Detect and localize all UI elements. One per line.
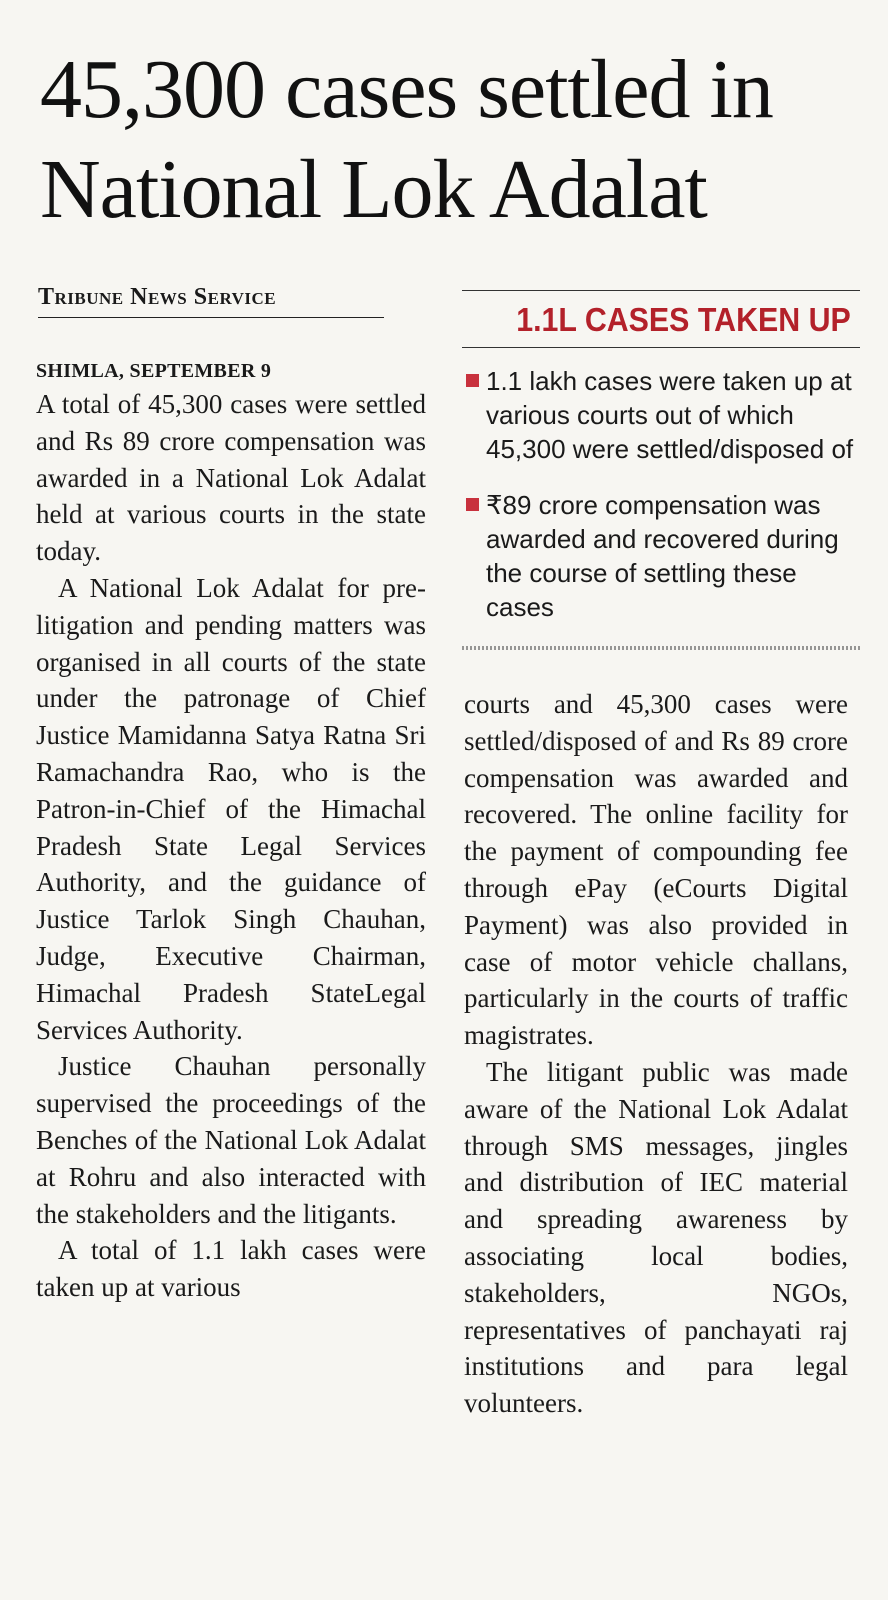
article-paragraph: courts and 45,300 cases were settled/disposed of and Rs 89 crore compensation was awarded and recovered. The online facility for the payment of compounding fee through ePay (eCourts Digital Payment) was also provided in case of motor vehicle challans, particularly in the courts of traffic magistrates. — [464, 689, 848, 1051]
highlights-title: 1.1L CASES TAKEN UP — [516, 301, 851, 338]
headline-line-2: National Lok Adalat — [40, 143, 707, 236]
highlight-text: ₹89 crore compensation was awarded and recovered during the course of settling these cases — [486, 490, 839, 622]
article-paragraph: A total of 1.1 lakh cases were taken up at various — [36, 1235, 426, 1303]
highlights-bottom-rule — [462, 646, 860, 650]
article-paragraph: Justice Chauhan personally supervised the proceedings of the Benches of the National Lok Adalat at Rohru and also interacted with the stakeholders and the litigants. — [36, 1051, 426, 1229]
highlights-title-rule — [462, 347, 860, 348]
article-column-2 — [464, 686, 848, 1422]
square-bullet-icon — [466, 374, 479, 387]
highlight-item — [462, 364, 860, 466]
dateline: SHIMLA, SEPTEMBER 9 — [36, 360, 272, 382]
article-column-1 — [36, 356, 426, 1306]
article-paragraph: A National Lok Adalat for pre-litigation and pending matters was organised in all courts of the state under the patronage of Chief Justice Mamidanna Satya Ratna Sri Ramachandra Rao, who is the Patron-in-Chief of the Himachal Pradesh State Legal Services Authority, and the guidance of Justice Tarlok Singh Chauhan, Judge, Executive Chairman, Himachal Pradesh StateLegal Services Authority. — [36, 572, 426, 1045]
highlight-item — [462, 488, 860, 624]
byline: Tribune News Service — [38, 284, 384, 318]
square-bullet-icon — [466, 498, 479, 511]
highlights-box — [462, 290, 860, 650]
headline-line-1: 45,300 cases settled in — [40, 43, 773, 136]
article-paragraph: A total of 45,300 cases were settled and Rs 89 crore compensation was awarded in a National Lok Adalat held at various courts in the state today. — [36, 389, 426, 567]
highlight-text: 1.1 lakh cases were taken up at various courts out of which 45,300 were settled/disposed of — [486, 366, 854, 464]
headline — [40, 40, 860, 240]
article-paragraph: The litigant public was made aware of the National Lok Adalat through SMS messages, jingles and distribution of IEC material and spreading awareness by associating local bodies, stakeholders, NGOs, representatives of panchayati raj institutions and para legal volunteers. — [464, 1056, 848, 1419]
